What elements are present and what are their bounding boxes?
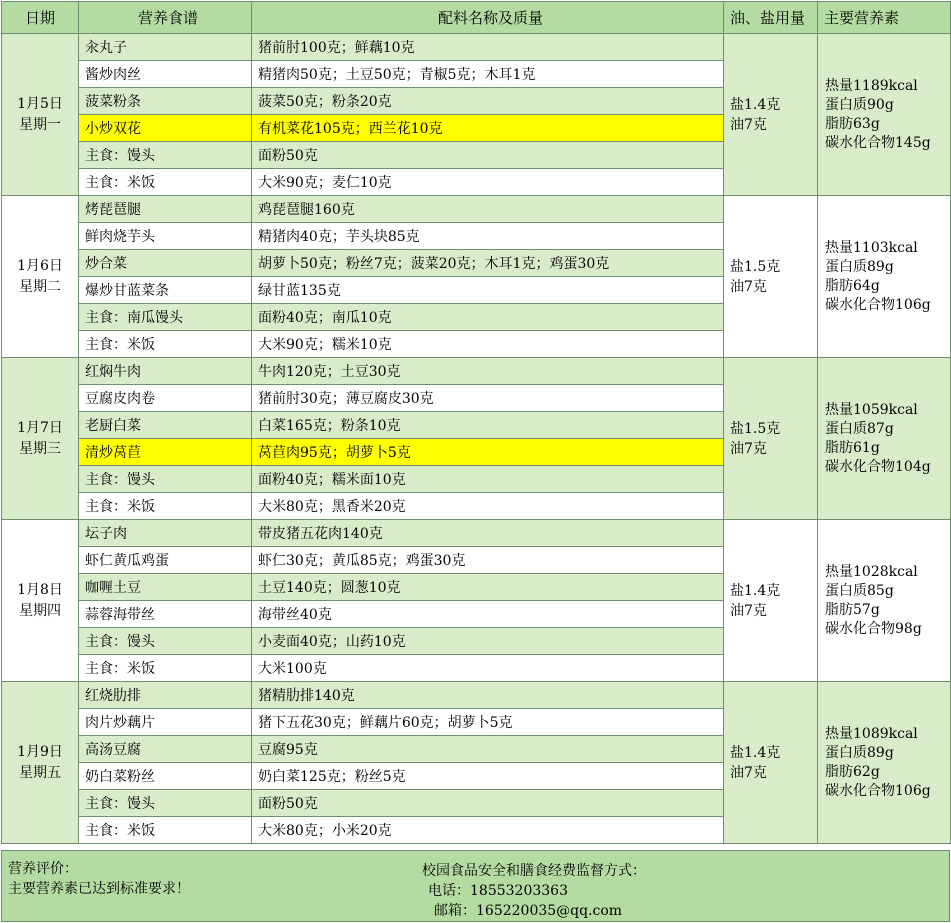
salt-oil-cell bbox=[724, 196, 818, 358]
dish-ingredients: 猪前肘30克；薄豆腐皮30克 bbox=[252, 385, 724, 412]
oil-amount: 油7克 bbox=[730, 440, 767, 457]
footer bbox=[1, 850, 950, 922]
dish-name: 咖喱土豆 bbox=[79, 574, 252, 601]
menu-row bbox=[2, 682, 951, 709]
dish-ingredients: 土豆140克；圆葱10克 bbox=[252, 574, 724, 601]
salt-amount: 盐1.4克 bbox=[730, 582, 781, 599]
menu-row bbox=[2, 34, 951, 61]
dish-ingredients: 大米90克；麦仁10克 bbox=[252, 169, 724, 196]
dish-name: 肉片炒藕片 bbox=[79, 709, 252, 736]
salt-oil-cell bbox=[724, 682, 818, 844]
dish-ingredients: 莴苣肉95克；胡萝卜5克 bbox=[252, 439, 724, 466]
nutrient-value: 碳水化合物98g bbox=[825, 620, 922, 637]
nutrient-value: 热量1089kcal bbox=[825, 725, 918, 742]
day-date: 1月6日 bbox=[17, 257, 63, 274]
oil-amount: 油7克 bbox=[730, 278, 767, 295]
menu-row bbox=[2, 358, 951, 385]
salt-oil-cell bbox=[724, 520, 818, 682]
dish-ingredients: 奶白菜125克；粉丝5克 bbox=[252, 763, 724, 790]
oil-amount: 油7克 bbox=[730, 116, 767, 133]
salt-oil-cell bbox=[724, 358, 818, 520]
menu-row bbox=[2, 196, 951, 223]
nutrient-value: 脂肪57g bbox=[825, 601, 880, 618]
nutrient-value: 蛋白质90g bbox=[825, 96, 894, 113]
dish-name: 主食：馒头 bbox=[79, 466, 252, 493]
header-date: 日期 bbox=[2, 2, 79, 34]
dish-ingredients: 带皮猪五花肉140克 bbox=[252, 520, 724, 547]
nutrient-value: 脂肪64g bbox=[825, 277, 880, 294]
dish-ingredients: 猪精肋排140克 bbox=[252, 682, 724, 709]
day-weekday: 星期三 bbox=[19, 440, 61, 457]
menu-row bbox=[2, 520, 951, 547]
dish-name: 红焖牛肉 bbox=[79, 358, 252, 385]
nutrient-value: 蛋白质85g bbox=[825, 582, 894, 599]
weekly-menu-table bbox=[1, 1, 951, 844]
day-date-cell bbox=[2, 34, 79, 196]
dish-name: 清炒莴苣 bbox=[79, 439, 252, 466]
nutrient-value: 碳水化合物106g bbox=[825, 782, 931, 799]
day-date: 1月5日 bbox=[17, 95, 63, 112]
salt-oil-cell bbox=[724, 34, 818, 196]
dish-ingredients: 大米100克 bbox=[252, 655, 724, 682]
dish-name: 鲜肉烧芋头 bbox=[79, 223, 252, 250]
day-date: 1月7日 bbox=[17, 419, 63, 436]
day-date-cell bbox=[2, 682, 79, 844]
dish-name: 高汤豆腐 bbox=[79, 736, 252, 763]
dish-ingredients: 小麦面40克；山药10克 bbox=[252, 628, 724, 655]
dish-name: 主食：米饭 bbox=[79, 817, 252, 844]
dish-name: 主食：馒头 bbox=[79, 628, 252, 655]
dish-name: 主食：南瓜馒头 bbox=[79, 304, 252, 331]
day-date-cell bbox=[2, 358, 79, 520]
header-dish: 营养食谱 bbox=[79, 2, 252, 34]
nutrient-value: 热量1189kcal bbox=[825, 77, 918, 94]
dish-ingredients: 大米90克；糯米10克 bbox=[252, 331, 724, 358]
day-date: 1月9日 bbox=[17, 743, 63, 760]
evaluation-title: 营养评价： bbox=[8, 861, 78, 877]
dish-name: 虾仁黄瓜鸡蛋 bbox=[79, 547, 252, 574]
nutrient-value: 脂肪61g bbox=[825, 439, 880, 456]
day-date-cell bbox=[2, 196, 79, 358]
dish-name: 豆腐皮肉卷 bbox=[79, 385, 252, 412]
evaluation-block bbox=[8, 859, 190, 899]
oil-amount: 油7克 bbox=[730, 764, 767, 781]
dish-name: 炒合菜 bbox=[79, 250, 252, 277]
dish-ingredients: 白菜165克；粉条10克 bbox=[252, 412, 724, 439]
dish-name: 主食：馒头 bbox=[79, 790, 252, 817]
nutrient-value: 碳水化合物106g bbox=[825, 296, 931, 313]
nutrients-cell bbox=[818, 682, 951, 844]
nutrient-value: 热量1103kcal bbox=[825, 239, 918, 256]
nutrient-value: 脂肪63g bbox=[825, 115, 880, 132]
dish-ingredients: 面粉40克；南瓜10克 bbox=[252, 304, 724, 331]
dish-ingredients: 有机菜花105克；西兰花10克 bbox=[252, 115, 724, 142]
dish-ingredients: 鸡琵琶腿160克 bbox=[252, 196, 724, 223]
header-nutrients: 主要营养素 bbox=[818, 2, 951, 34]
day-weekday: 星期一 bbox=[19, 116, 61, 133]
dish-ingredients: 豆腐95克 bbox=[252, 736, 724, 763]
dish-ingredients: 大米80克；小米20克 bbox=[252, 817, 724, 844]
dish-name: 主食：米饭 bbox=[79, 169, 252, 196]
dish-ingredients: 牛肉120克；土豆30克 bbox=[252, 358, 724, 385]
nutrients-cell bbox=[818, 34, 951, 196]
evaluation-text: 主要营养素已达到标准要求！ bbox=[8, 881, 190, 897]
dish-ingredients: 绿甘蓝135克 bbox=[252, 277, 724, 304]
salt-amount: 盐1.5克 bbox=[730, 420, 781, 437]
nutrient-value: 热量1059kcal bbox=[825, 401, 918, 418]
dish-name: 奶白菜粉丝 bbox=[79, 763, 252, 790]
nutrient-value: 碳水化合物145g bbox=[825, 134, 931, 151]
dish-name: 红烧肋排 bbox=[79, 682, 252, 709]
dish-name: 小炒双花 bbox=[79, 115, 252, 142]
nutrient-value: 脂肪62g bbox=[825, 763, 880, 780]
nutrients-cell bbox=[818, 196, 951, 358]
dish-ingredients: 面粉40克；糯米面10克 bbox=[252, 466, 724, 493]
day-weekday: 星期五 bbox=[19, 764, 61, 781]
dish-name: 主食：米饭 bbox=[79, 493, 252, 520]
dish-ingredients: 胡萝卜50克；粉丝7克；菠菜20克；木耳1克；鸡蛋30克 bbox=[252, 250, 724, 277]
salt-amount: 盐1.4克 bbox=[730, 744, 781, 761]
supervision-email: 邮箱：165220035@qq.com bbox=[434, 903, 623, 919]
dish-ingredients: 菠菜50克；粉条20克 bbox=[252, 88, 724, 115]
dish-name: 主食：米饭 bbox=[79, 655, 252, 682]
nutrient-value: 热量1028kcal bbox=[825, 563, 918, 580]
dish-ingredients: 面粉50克 bbox=[252, 142, 724, 169]
dish-ingredients: 精猪肉50克；土豆50克；青椒5克；木耳1克 bbox=[252, 61, 724, 88]
header-row bbox=[2, 2, 951, 34]
dish-ingredients: 猪下五花30克；鲜藕片60克；胡萝卜5克 bbox=[252, 709, 724, 736]
dish-name: 汆丸子 bbox=[79, 34, 252, 61]
dish-name: 菠菜粉条 bbox=[79, 88, 252, 115]
dish-name: 主食：馒头 bbox=[79, 142, 252, 169]
salt-amount: 盐1.4克 bbox=[730, 96, 781, 113]
dish-name: 酱炒肉丝 bbox=[79, 61, 252, 88]
dish-name: 蒜蓉海带丝 bbox=[79, 601, 252, 628]
day-weekday: 星期二 bbox=[19, 278, 61, 295]
menu-body bbox=[2, 34, 951, 844]
salt-amount: 盐1.5克 bbox=[730, 258, 781, 275]
dish-ingredients: 猪前肘100克；鲜藕10克 bbox=[252, 34, 724, 61]
nutrients-cell bbox=[818, 358, 951, 520]
day-date-cell bbox=[2, 520, 79, 682]
nutrients-cell bbox=[818, 520, 951, 682]
nutrient-value: 蛋白质89g bbox=[825, 744, 894, 761]
dish-name: 主食：米饭 bbox=[79, 331, 252, 358]
day-weekday: 星期四 bbox=[19, 602, 61, 619]
header-salt-oil: 油、盐用量 bbox=[724, 2, 818, 34]
supervision-phone: 电话：18553203363 bbox=[428, 883, 568, 899]
dish-name: 烤琵琶腿 bbox=[79, 196, 252, 223]
oil-amount: 油7克 bbox=[730, 602, 767, 619]
dish-ingredients: 虾仁30克；黄瓜85克；鸡蛋30克 bbox=[252, 547, 724, 574]
dish-ingredients: 海带丝40克 bbox=[252, 601, 724, 628]
dish-ingredients: 精猪肉40克；芋头块85克 bbox=[252, 223, 724, 250]
dish-ingredients: 大米80克；黑香米20克 bbox=[252, 493, 724, 520]
dish-name: 老厨白菜 bbox=[79, 412, 252, 439]
header-ingredients: 配料名称及质量 bbox=[252, 2, 724, 34]
supervision-title: 校园食品安全和膳食经费监督方式： bbox=[422, 863, 646, 879]
supervision-block bbox=[422, 861, 646, 921]
day-date: 1月8日 bbox=[17, 581, 63, 598]
dish-name: 爆炒甘蓝菜条 bbox=[79, 277, 252, 304]
dish-name: 坛子肉 bbox=[79, 520, 252, 547]
dish-ingredients: 面粉50克 bbox=[252, 790, 724, 817]
nutrient-value: 碳水化合物104g bbox=[825, 458, 931, 475]
nutrient-value: 蛋白质87g bbox=[825, 420, 894, 437]
nutrient-value: 蛋白质89g bbox=[825, 258, 894, 275]
